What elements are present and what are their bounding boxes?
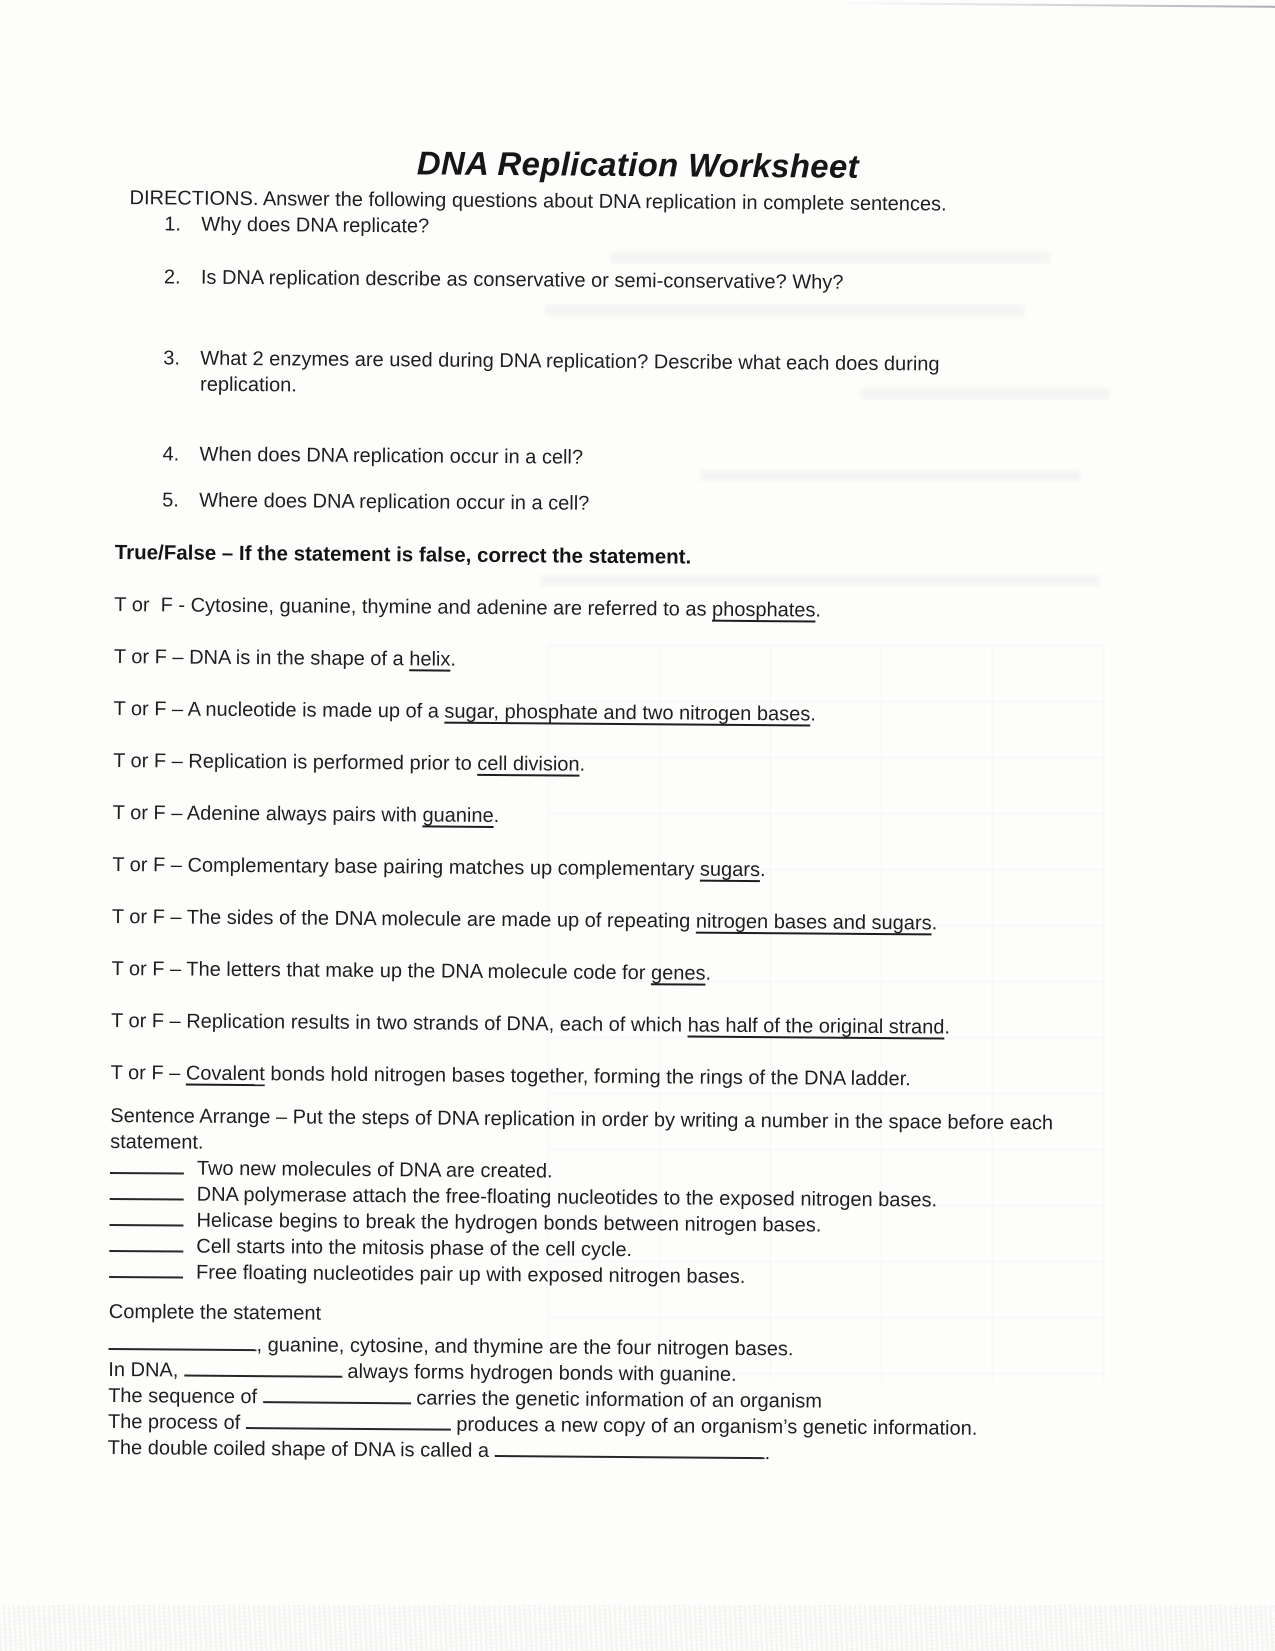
sentence-arrange-list xyxy=(109,1155,1150,1293)
true-false-header: True/False – If the statement is false, correct the statement. xyxy=(114,540,692,569)
text-segment: . xyxy=(944,1016,951,1039)
true-false-item xyxy=(113,800,1143,834)
text-segment: T or F – Adenine always pairs with xyxy=(112,801,423,827)
question-number: 3. xyxy=(163,347,181,370)
underlined-term: helix xyxy=(409,648,451,671)
question-number: 1. xyxy=(164,213,182,236)
question-item xyxy=(162,487,1155,521)
answer-blank xyxy=(110,1185,184,1201)
underlined-term: phosphates xyxy=(711,598,816,622)
underlined-term: has half of the original strand xyxy=(687,1014,945,1039)
question-text: Why does DNA replicate? xyxy=(201,213,430,238)
text-segment: T or F – A nucleotide is made up of a xyxy=(113,697,445,723)
sentence-text: Free floating nucleotides pair up with exposed nitrogen bases. xyxy=(196,1261,746,1288)
answer-blank xyxy=(109,1263,183,1279)
sentence-text: Two new molecules of DNA are created. xyxy=(196,1157,553,1183)
text-segment: , guanine, cytosine, and thymine are the four nitrogen bases. xyxy=(256,1334,794,1361)
text-segment: . xyxy=(764,1442,771,1465)
sentence-text: Cell starts into the mitosis phase of the cell cycle. xyxy=(196,1235,633,1262)
true-false-item xyxy=(112,852,1142,886)
sentence-text: Helicase begins to break the hydrogen bonds between nitrogen bases. xyxy=(196,1209,822,1237)
text-segment: T or F – DNA is in the shape of a xyxy=(113,645,410,671)
question-item xyxy=(164,264,1157,298)
underlined-term: cell division xyxy=(477,752,580,776)
text-segment: The process of xyxy=(107,1410,246,1435)
text-segment: T or F - Cytosine, guanine, thymine and adenine are referred to as xyxy=(114,593,713,621)
text-segment: . xyxy=(705,962,712,985)
scan-noise-artifact xyxy=(0,1605,1275,1651)
complete-statement-list xyxy=(108,1331,1149,1469)
sentence-text: DNA polymerase attach the free-floating nucleotides to the exposed nitrogen bases. xyxy=(196,1183,938,1212)
underlined-term: sugar, phosphate and two nitrogen bases xyxy=(444,700,811,726)
text-segment: carries the genetic information of an organism xyxy=(410,1387,823,1413)
question-number: 2. xyxy=(163,266,181,289)
sentence-arrange-header: Sentence Arrange – Put the steps of DNA replication in order by writing a number in the space before each statement. xyxy=(110,1104,1054,1154)
answer-blank xyxy=(495,1442,765,1459)
text-segment: always forms hydrogen bonds with guanine. xyxy=(341,1360,737,1386)
text-segment: The double coiled shape of DNA is called a xyxy=(107,1436,495,1462)
underlined-term: nitrogen bases and sugars xyxy=(695,910,932,935)
answer-blank xyxy=(110,1159,184,1175)
answer-blank xyxy=(109,1211,183,1227)
question-item xyxy=(162,441,1155,475)
text-segment: T or F – The letters that make up the DNA molecule code for xyxy=(111,957,652,985)
answer-blank xyxy=(246,1414,451,1431)
answer-blank xyxy=(184,1362,342,1378)
text-segment: The sequence of xyxy=(108,1384,263,1409)
true-false-item xyxy=(113,748,1143,782)
text-segment: In DNA, xyxy=(108,1358,185,1382)
text-segment: . xyxy=(815,599,822,622)
underlined-term: guanine xyxy=(422,804,494,827)
worksheet-content xyxy=(108,0,1159,1469)
question-text: When does DNA replication occur in a cell? xyxy=(199,443,584,469)
underlined-term: Covalent xyxy=(185,1062,265,1086)
underlined-term: genes xyxy=(650,962,706,985)
true-false-list xyxy=(111,592,1155,1094)
text-segment: T or F – The sides of the DNA molecule are made up of repeating xyxy=(111,905,696,933)
question-number: 5. xyxy=(162,489,179,512)
answer-blank xyxy=(108,1335,256,1351)
text-segment: T or F – Replication is performed prior to xyxy=(113,749,478,775)
text-segment: . xyxy=(579,753,586,776)
true-false-item xyxy=(114,644,1144,678)
text-segment: T or F – Replication results in two strands of DNA, each of which xyxy=(110,1009,688,1037)
question-item xyxy=(163,345,1156,405)
text-segment: . xyxy=(759,859,766,882)
true-false-item xyxy=(113,696,1143,730)
true-false-item xyxy=(111,956,1141,990)
text-segment: produces a new copy of an organism’s genetic information. xyxy=(450,1413,978,1440)
question-text: Is DNA replication describe as conservative or semi-conservative? Why? xyxy=(200,266,844,294)
text-segment: T or F – Complementary base pairing matches up complementary xyxy=(112,853,701,881)
text-segment: . xyxy=(450,648,457,671)
answer-blank xyxy=(263,1388,411,1404)
true-false-item xyxy=(111,1008,1141,1042)
page-title: DNA Replication Worksheet xyxy=(416,144,859,185)
text-segment: . xyxy=(810,703,816,726)
question-text: Where does DNA replication occur in a cell? xyxy=(199,489,590,515)
text-segment: bonds hold nitrogen bases together, forming the rings of the DNA ladder. xyxy=(264,1063,911,1091)
questions-list xyxy=(115,211,1157,521)
text-segment: . xyxy=(493,804,500,828)
true-false-item xyxy=(111,1060,1141,1094)
answer-blank xyxy=(109,1237,183,1253)
text-segment: T or F – xyxy=(110,1061,186,1085)
true-false-item xyxy=(114,592,1144,626)
complete-statement-header: Complete the statement xyxy=(108,1300,322,1325)
directions-text: DIRECTIONS. Answer the following questions about DNA replication in complete sentences. xyxy=(129,187,947,216)
underlined-term: sugars xyxy=(699,858,761,882)
question-text: What 2 enzymes are used during DNA replication? Describe what each does during replication. xyxy=(199,347,940,397)
text-segment: . xyxy=(931,912,938,935)
question-number: 4. xyxy=(162,443,180,466)
true-false-item xyxy=(112,904,1142,938)
